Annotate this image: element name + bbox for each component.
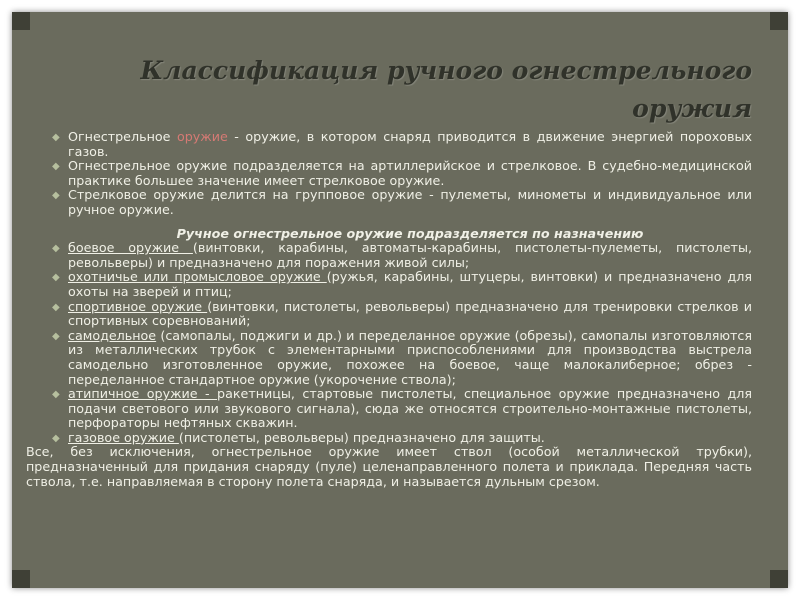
highlight-word: оружие: [176, 129, 228, 144]
diamond-bullet-icon: ◆: [52, 389, 60, 401]
weapon-type-item: [48, 241, 752, 270]
weapon-type-desc: (пистолеты, револьверы) предназначено для защиты.: [178, 429, 545, 445]
diamond-bullet-icon: ◆: [52, 132, 60, 143]
weapon-type-desc: (самопалы, поджиги и др.) и переделанное оружие (обрезы), самопалы изготовляются из металлических трубок с элементарными приспособлениями для производства выстрела самодельно изготовленное оружие, похожее на боевое, чаще малокалиберное; обрез - переделанное стандартное оружие (укорочение ствола);: [68, 327, 752, 387]
weapon-type-desc: (винтовки, пистолеты, револьверы) предназначено для тренировки стрелков и спортивных соревнований;: [68, 298, 753, 329]
weapon-type-term: атипичное оружие -: [68, 386, 218, 402]
diamond-bullet-icon: ◆: [52, 432, 60, 444]
bullet-text: - оружие, в котором снаряд приводится в движение энергией пороховых газов.: [68, 129, 752, 159]
diamond-bullet-icon: ◆: [52, 272, 60, 284]
weapon-type-desc: ракетницы, стартовые пистолеты, специальное оружие предназначено для подачи светового или звукового сигнала), сюда же относятся строительно-монтажные пистолеты, перфораторы нефтяных скважин.: [68, 386, 752, 431]
bullet-text: Огнестрельное: [68, 129, 177, 144]
diamond-bullet-icon: ◆: [52, 161, 60, 173]
weapon-type-desc: (винтовки, карабины, автоматы-карабины, пистолеты-пулеметы, пистолеты, револьверы) и предназначено для поражения живой силы;: [68, 240, 752, 270]
diamond-bullet-icon: ◆: [52, 243, 60, 255]
final-paragraph: Все, без исключения, огнестрельное оружие имеет ствол (особой металлической трубки), предназначенный для придания снаряду (пуле) целенаправленного полета и приклада. Передняя часть ствола, т.е. направляемая в сторону полета снаряда, и называется дульным срезом.: [26, 444, 752, 489]
corner-decoration: [770, 570, 788, 588]
diamond-bullet-icon: ◆: [52, 190, 60, 202]
slide-title: Классификация ручного огнестрельного оружия: [140, 56, 752, 123]
weapon-type-item: [48, 329, 752, 387]
weapon-type-term: газовое оружие: [68, 429, 179, 445]
bullet-item: [48, 130, 752, 159]
weapon-type-term: самодельное: [68, 327, 157, 343]
diamond-bullet-icon: ◆: [52, 301, 60, 313]
weapon-type-item: [48, 387, 752, 431]
weapon-type-term: спортивное оружие: [68, 298, 208, 314]
weapon-type-term: охотничье или промысловое оружие: [68, 269, 327, 285]
weapon-type-item: [48, 431, 752, 446]
subheading: Ручное огнестрельное оружие подразделяется по назначению: [176, 225, 644, 241]
slide-content: [26, 129, 753, 489]
corner-decoration: [770, 12, 788, 30]
bullet-item: [48, 159, 752, 188]
diamond-bullet-icon: ◆: [52, 330, 60, 342]
weapon-type-item: [48, 300, 752, 329]
bullet-item: [48, 188, 752, 217]
bullet-text: Стрелковое оружие делится на групповое оружие - пулеметы, минометы и индивидуальное или ручное оружие.: [68, 187, 752, 217]
weapon-type-desc: (ружья, карабины, штуцеры, винтовки) и предназначено для охоты на зверей и птиц;: [68, 269, 752, 299]
corner-decoration: [12, 570, 30, 588]
weapon-type-term: боевое оружие: [68, 240, 193, 256]
weapon-type-item: [48, 270, 752, 299]
slide: [12, 12, 788, 588]
bullet-text: Огнестрельное оружие подразделяется на артиллерийское и стрелковое. В судебно-медицинской практике большее значение имеет стрелковое оружие.: [68, 158, 752, 188]
corner-decoration: [12, 12, 30, 30]
